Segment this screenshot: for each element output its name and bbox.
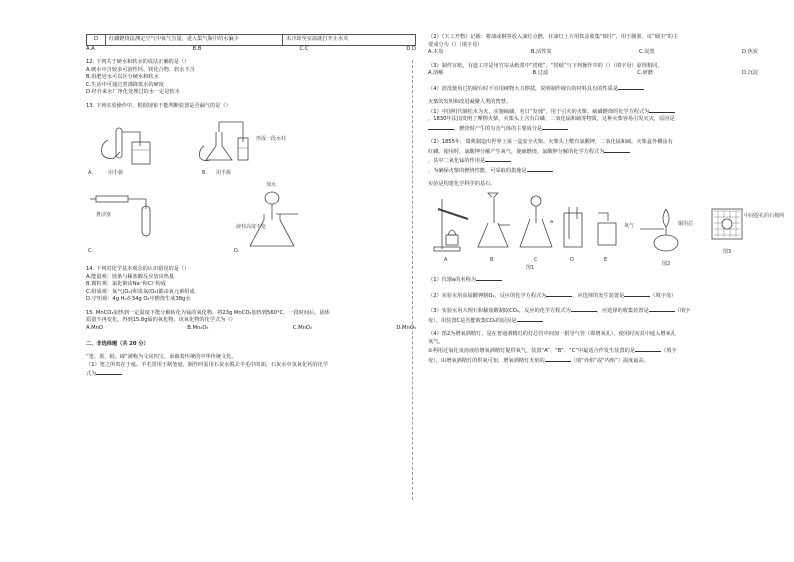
q15-option-a: A.MnO bbox=[86, 324, 103, 331]
l4: （4）图2为增氧酒精灯，是在普通酒精灯的灯芯管中间加一根导气管（即增氧孔），使用时向其中通入增氧孔 bbox=[428, 331, 676, 338]
l2b-text: ，应选择的发生装置是 bbox=[572, 292, 625, 299]
f2c bbox=[428, 156, 768, 166]
label-d: D. bbox=[234, 248, 240, 255]
figure-3 bbox=[712, 209, 784, 255]
table-row bbox=[87, 35, 416, 46]
q14-a: A.能量观：镁条与稀盐酸反应放出热量 bbox=[86, 273, 175, 280]
answer-blank[interactable] bbox=[485, 156, 511, 162]
answer-blank[interactable] bbox=[527, 166, 553, 172]
label-apparatus-e: E bbox=[604, 256, 608, 263]
label-add-water: 加水 bbox=[266, 182, 277, 189]
r3-option-b: B.过滤 bbox=[532, 70, 549, 77]
f1b: 。1830年法国发明了摩擦火柴，火柴头上含有白磷，二氧化锰和硫等物质，这种火柴容易引发火灾，原因是 bbox=[428, 116, 675, 123]
l1-text: （1）仪器a的名称为 bbox=[428, 276, 476, 283]
l3-text: （3）实验室用大理石和稀盐酸制取CO₂，反应的化学方程式为 bbox=[428, 308, 571, 315]
l4c-text: ①利用过氧化氢溶液给增氧酒精灯提供氧气，装置“A”、“B”、“C”中最适合作发生装置的是 bbox=[428, 348, 636, 355]
q15-option-c: C.MnO₂ bbox=[292, 324, 313, 331]
l4c bbox=[428, 346, 768, 356]
r3-option-c: C.研磨 bbox=[637, 70, 653, 77]
option-d: D.D bbox=[406, 45, 416, 52]
answer-blank[interactable] bbox=[476, 275, 502, 281]
q15-options bbox=[86, 325, 416, 333]
label-instrument-a: a bbox=[550, 218, 554, 225]
r2-stem: （2）《天工开物》记载：将油或桐等放入油灯点燃，在油灯上方用铁盖收集“烟尘”，用于制墨。该“烟尘”的主 bbox=[428, 34, 679, 40]
question-13 bbox=[86, 103, 426, 261]
label-figure-3: 图3 bbox=[723, 248, 732, 255]
l3d bbox=[428, 316, 768, 326]
l3d-text: 母）。用装置C是否能收集CO₂的原因是 bbox=[428, 317, 517, 324]
l4b: 氧气。 bbox=[428, 338, 444, 345]
q12-b: B.用肥皂水可以区分硬水和软水 bbox=[86, 74, 159, 81]
l4f-text: （填“外焰”或“内焰”）温度最高。 bbox=[570, 357, 649, 364]
label-apparatus-d: D bbox=[570, 256, 574, 263]
r2-option-c: C.炭黑 bbox=[638, 49, 655, 56]
r3-option-d: D.沉淀 bbox=[741, 70, 758, 77]
figure-c bbox=[88, 196, 150, 254]
answer-blank[interactable] bbox=[545, 356, 571, 362]
f2d bbox=[428, 166, 768, 176]
f1 bbox=[428, 107, 768, 117]
l3 bbox=[428, 306, 768, 316]
l4e-text: 母），由增氧酒精灯的供氧可知，增氧酒精灯火焰的 bbox=[428, 357, 545, 364]
q16-p1b-text: 式为 bbox=[86, 371, 97, 378]
apparatus-a bbox=[434, 199, 468, 263]
q13-figures bbox=[86, 110, 416, 260]
answer-blank[interactable] bbox=[604, 147, 630, 153]
label-apparatus-a: A bbox=[444, 256, 448, 263]
question-15 bbox=[86, 310, 426, 333]
f2b bbox=[428, 147, 768, 157]
label-apparatus-c: C bbox=[534, 256, 538, 263]
l3c-text: （填字 bbox=[674, 308, 691, 315]
l4e bbox=[428, 356, 768, 366]
r4-text: （4）清洗使用过的砚台时不宜用硬物大力擦拭，说明制作砚台的材料具有的性质是 bbox=[428, 85, 619, 92]
l2-text: （2）实验室用高锰酸钾制O₂，反应的化学方程式为 bbox=[428, 292, 547, 299]
question-16 bbox=[86, 354, 426, 379]
l4d-text: （填字 bbox=[661, 348, 677, 355]
answer-blank[interactable] bbox=[649, 306, 675, 312]
q15-option-d: D.MnO₃ bbox=[396, 324, 416, 331]
answer-blank[interactable] bbox=[571, 306, 597, 312]
r2-option-a: A.木炭 bbox=[428, 49, 444, 56]
r3-options bbox=[428, 70, 758, 78]
r2-options bbox=[428, 49, 758, 57]
q14-d: D.守恒观：4g H₂在34g O₂中燃烧生成38g水 bbox=[86, 296, 191, 303]
option-table bbox=[86, 34, 416, 46]
label-push: 推活塞 bbox=[96, 212, 112, 219]
r2-option-b: B.活性炭 bbox=[530, 49, 552, 56]
section-title: 二、非选择题（共 20 分） bbox=[86, 340, 149, 347]
label-water-column: 形成一段水柱 bbox=[256, 136, 287, 143]
q14-b: B.微粒观：氯化钠由Na⁺和Cl⁻构成 bbox=[86, 281, 166, 288]
question-14 bbox=[86, 266, 426, 304]
r3-option-a: A.溶解 bbox=[428, 70, 444, 77]
figure-a bbox=[88, 128, 150, 176]
q12-a: A.硬水中含较多可溶性钙、镁化合物，软水不含 bbox=[86, 66, 195, 73]
label-hole: 中间挖孔的石棉网 bbox=[744, 212, 785, 219]
label-figure-1: 图1 bbox=[526, 264, 535, 271]
l3b-text: ，应选择的收集装置是 bbox=[596, 308, 649, 315]
prev-answer-options bbox=[86, 46, 416, 54]
answer-blank[interactable] bbox=[428, 124, 454, 130]
question-12 bbox=[86, 59, 426, 97]
option-c: C.C bbox=[299, 45, 309, 52]
answer-blank[interactable] bbox=[546, 291, 572, 297]
q14-c: C.组成观：氧气(O₂)和臭氧(O₃)都由氧元素组成 bbox=[86, 288, 195, 295]
answer-blank[interactable] bbox=[618, 84, 644, 90]
label-oxygen: 氧气 bbox=[624, 222, 635, 229]
row-letter: D bbox=[87, 35, 106, 46]
l1 bbox=[428, 275, 768, 285]
q15-option-b: B.Mn₂O₃ bbox=[187, 324, 209, 331]
q15-stem: 15. MnCO₃加热到一定温度下能分解转化为锰的氧化物。将23g MnCO₃加热到560°C，一段时间后，固体 bbox=[86, 309, 330, 316]
apparatus-c bbox=[520, 196, 553, 263]
answer-blank[interactable] bbox=[96, 369, 122, 375]
f2d-text: ，为确保火柴的燃烧性能，可采取的措施是 bbox=[428, 167, 527, 174]
q14-stem: 14. 下列对化学基本观念的认识错误的是（） bbox=[86, 266, 190, 273]
label-a: A. bbox=[88, 170, 93, 177]
r3-stem: （3）制作宣纸，有道工序是用竹帘从纸浆中“捞纸”，“捞纸”与下列操作中的（）（填字母）原理相同。 bbox=[428, 62, 663, 69]
figure-b bbox=[200, 122, 287, 176]
row-reason: 未冷却至室温就打开止水夹 bbox=[283, 35, 416, 46]
f1c bbox=[428, 124, 768, 134]
l2c-text: （填字母） bbox=[650, 292, 677, 299]
r4-stem bbox=[428, 84, 768, 94]
q16-intro: “笔、墨、纸、砚”被称为文房四宝，承载着传统的中华传统文化。 bbox=[86, 354, 237, 361]
q16-p1b bbox=[86, 369, 426, 379]
label-figure-2: 图2 bbox=[662, 260, 671, 267]
row-desc: 红磷燃烧法测定空气中氧气含量，进入集气瓶中的水偏少 bbox=[106, 35, 283, 46]
figure-d bbox=[234, 181, 298, 254]
label-apparatus-b: B bbox=[490, 256, 494, 263]
f2b-text: 红磷。使用时，氯酸钾分解产生氧气，使硫燃烧，氯酸钾分解的化学方程式为 bbox=[428, 148, 605, 155]
label-hand-b: 用手握 bbox=[216, 170, 232, 177]
label-strip: 铜箔芯 bbox=[678, 220, 694, 227]
q16-p1: （1）笔之所贵在于毫。羊毛常用于制笔毫，制作时需用石灰水脱去羊毛中的油，石灰水中氢氧化钙的化学 bbox=[86, 361, 328, 368]
q12-d: D.经自来水厂净化处理过的水一定是软水 bbox=[86, 89, 180, 96]
q12-stem: 12. 下列关于硬水和软水的说法正确的是（） bbox=[86, 59, 190, 66]
q13-stem: 13. 下列实验操作中，根据现象不能判断装置是否漏气的是（） bbox=[86, 102, 231, 109]
lab-intro: 实验是构建化学科学的基石。 bbox=[428, 181, 496, 188]
fire-intro: 火柴的发明和改进凝聚人类的智慧。 bbox=[428, 99, 512, 106]
column-divider bbox=[412, 60, 413, 500]
answer-blank[interactable] bbox=[635, 346, 661, 352]
r2-option-d: D.焦炭 bbox=[741, 49, 758, 56]
r2-stem-b: 要成分为（）（填字母） bbox=[428, 41, 483, 48]
apparatus-d bbox=[564, 207, 582, 263]
answer-blank[interactable] bbox=[542, 124, 568, 130]
label-b: B. bbox=[202, 170, 208, 177]
answer-blank[interactable] bbox=[649, 107, 675, 113]
apparatus-e bbox=[598, 213, 616, 263]
f1c-text: ，燃烧时产生的有害气体的主要成分是 bbox=[454, 125, 543, 132]
label-c: C. bbox=[88, 248, 94, 255]
f2c-text: ，其中二氧化锰的作用是 bbox=[428, 158, 486, 165]
option-a: A.A bbox=[86, 45, 95, 52]
l2 bbox=[428, 291, 768, 301]
figure-2 bbox=[624, 209, 694, 267]
option-b: B.B bbox=[192, 45, 202, 52]
answer-blank[interactable] bbox=[624, 291, 650, 297]
right-column bbox=[428, 34, 785, 365]
lab-figures bbox=[428, 189, 785, 271]
q12-c: C.生活中可通过煮沸降低水的硬度 bbox=[86, 81, 164, 88]
label-level: 液柱高度不变 bbox=[236, 224, 267, 231]
answer-blank[interactable] bbox=[517, 316, 543, 322]
label-hand-a: 用手握 bbox=[108, 170, 124, 177]
left-column bbox=[86, 34, 426, 379]
f2: （2）1855年，瑞典制造出世界上第一盒安全火柴。火柴头上敷有氯酸钾，二氧化锰和硫。火柴盒外侧涂有 bbox=[428, 139, 673, 146]
q15-stem2: 质量不再变化，得到15.8g锰的氧化物。该氧化物的化学式为（） bbox=[86, 317, 236, 324]
apparatus-b bbox=[478, 193, 510, 263]
f1-text: （1）中国明代制松木为火，实施硫磺，名日“发烛”，用于引火的火柴，硫磺燃烧的化学方程式为 bbox=[428, 108, 650, 115]
